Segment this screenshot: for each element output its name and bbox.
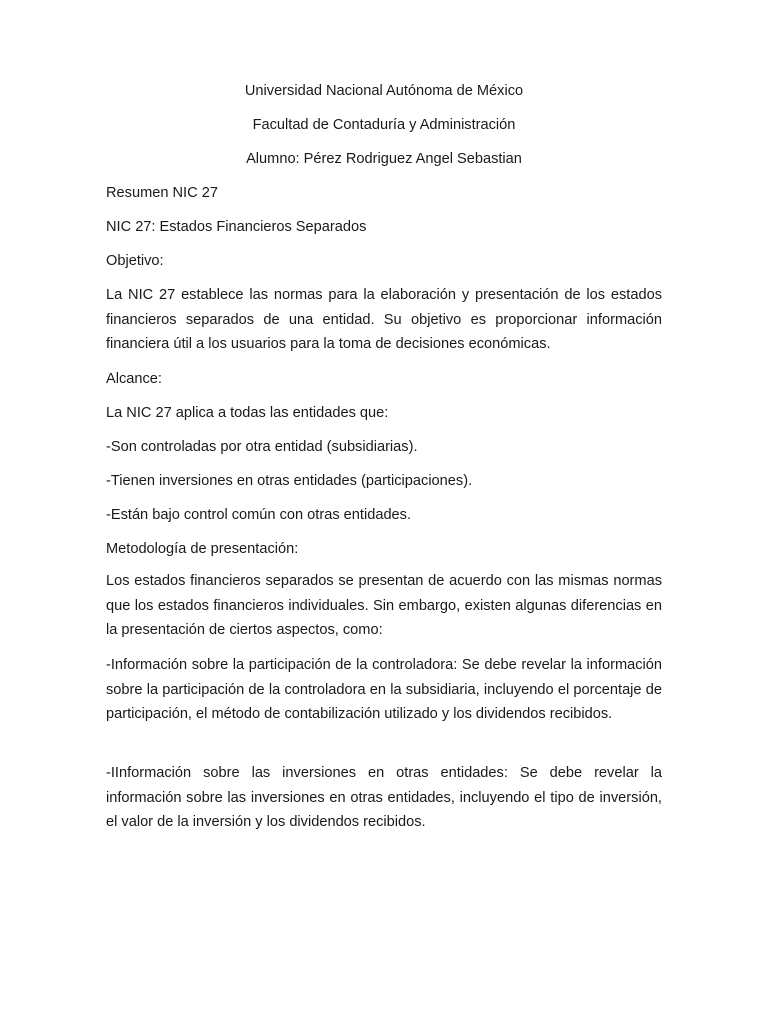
methodology-heading: Metodología de presentación: — [106, 541, 299, 557]
methodology-paragraph: Los estados financieros separados se presentan de acuerdo con las mismas normas que los estados financieros individuales. Sin embargo, existen algunas diferencias en la presentación de ciertos aspectos, como: — [106, 573, 662, 639]
scope-item: -Están bajo control común con otras entidades. — [106, 507, 412, 523]
scope-heading: Alcance: — [106, 371, 162, 387]
faculty-title: Facultad de Contaduría y Administración — [252, 117, 516, 133]
methodology-item: -IInformación sobre las inversiones en otras entidades: Se debe revelar la información sobre las inversiones en otras entidades, incluyendo el tipo de inversión, el valor de la inversión y los dividendos recibidos. — [106, 765, 662, 831]
scope-intro: La NIC 27 aplica a todas las entidades que: — [106, 405, 389, 421]
student-name: Alumno: Pérez Rodriguez Angel Sebastian — [246, 151, 522, 167]
summary-title: Resumen NIC 27 — [106, 185, 218, 201]
standard-title: NIC 27: Estados Financieros Separados — [106, 219, 367, 235]
scope-item: -Son controladas por otra entidad (subsidiarias). — [106, 439, 418, 455]
methodology-item: -Información sobre la participación de la controladora: Se debe revelar la información sobre la participación de la controladora en la subsidiaria, incluyendo el porcentaje de participación, el método de contabilización utilizado y los dividendos recibidos. — [106, 657, 662, 723]
objective-paragraph: La NIC 27 establece las normas para la elaboración y presentación de los estados financieros separados de una entidad. Su objetivo es proporcionar información financiera útil a los usuarios para la toma de decisiones económicas. — [106, 287, 662, 353]
objective-heading: Objetivo: — [106, 253, 164, 269]
university-title: Universidad Nacional Autónoma de México — [244, 83, 524, 99]
scope-item: -Tienen inversiones en otras entidades (participaciones). — [106, 473, 473, 489]
